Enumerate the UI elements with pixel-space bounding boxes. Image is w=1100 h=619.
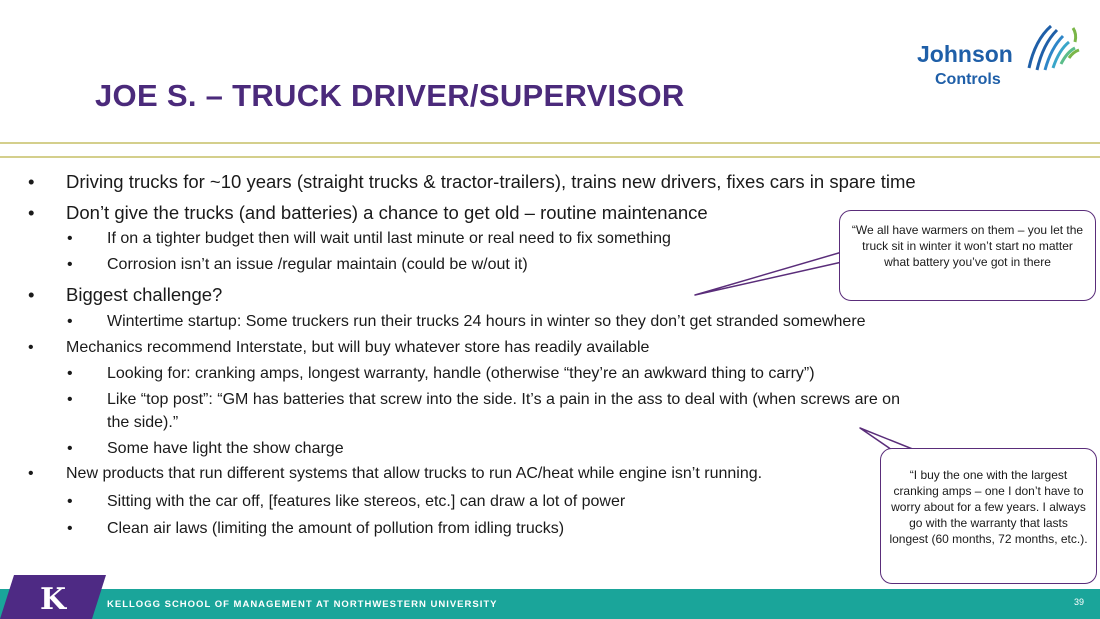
sub-bullet-continuation: the side).” (107, 414, 179, 431)
bullet-item: • Driving trucks for ~10 years (straight trucks & tractor-trailers), trains new drivers, fixes cars in spare time (28, 171, 916, 192)
sub-bullet-item: • Clean air laws (limiting the amount of pollution from idling trucks) (67, 520, 565, 537)
sub-bullet-item: • Corrosion isn’t an issue /regular maintain (could be w/out it) (67, 256, 528, 273)
page-number: 39 (1074, 597, 1085, 607)
quote-callout-top: “We all have warmers on them – you let the truck sit in winter it won’t start no matter what battery you’ve got in there (839, 210, 1096, 301)
footer-text: KELLOGG SCHOOL OF MANAGEMENT AT NORTHWESTERN UNIVERSITY (107, 599, 498, 610)
bullet-item: • New products that run different systems that allow trucks to run AC/heat while engine isn’t running. (28, 465, 763, 482)
sub-bullet-item: • Looking for: cranking amps, longest warranty, handle (otherwise “they’re an awkward thing to carry”) (67, 365, 815, 382)
slide-title: JOE S. – TRUCK DRIVER/SUPERVISOR (95, 78, 685, 113)
bullet-item: • Biggest challenge? (28, 284, 223, 305)
quote-callout-bottom: “I buy the one with the largest cranking amps – one I don’t have to worry about for a few years. I always go with the warranty that lasts longest (60 months, 72 months, etc.). (880, 448, 1097, 584)
sub-bullet-item: • If on a tighter budget then will wait until last minute or real need to fix something (67, 230, 671, 247)
bullet-item: • Don’t give the trucks (and batteries) a chance to get old – routine maintenance (28, 202, 708, 223)
kellogg-k-badge (0, 575, 110, 619)
badge-letter: K (39, 582, 67, 617)
sub-bullet-item: • Wintertime startup: Some truckers run their trucks 24 hours in winter so they don’t get stranded somewhere (67, 313, 866, 330)
logo-line1: Johnson (917, 41, 1013, 67)
callout-top-pointer (695, 252, 842, 295)
logo-line2: Controls (935, 71, 1001, 88)
sub-bullet-item: • Some have light the show charge (67, 440, 344, 457)
sub-bullet-item: • Sitting with the car off, [features like stereos, etc.] can draw a lot of power (67, 493, 626, 510)
sub-bullet-item: • Like “top post”: “GM has batteries that screw into the side. It’s a pain in the ass to deal with (when screws are on (67, 391, 900, 408)
bullet-item: • Mechanics recommend Interstate, but will buy whatever store has readily available (28, 339, 650, 356)
